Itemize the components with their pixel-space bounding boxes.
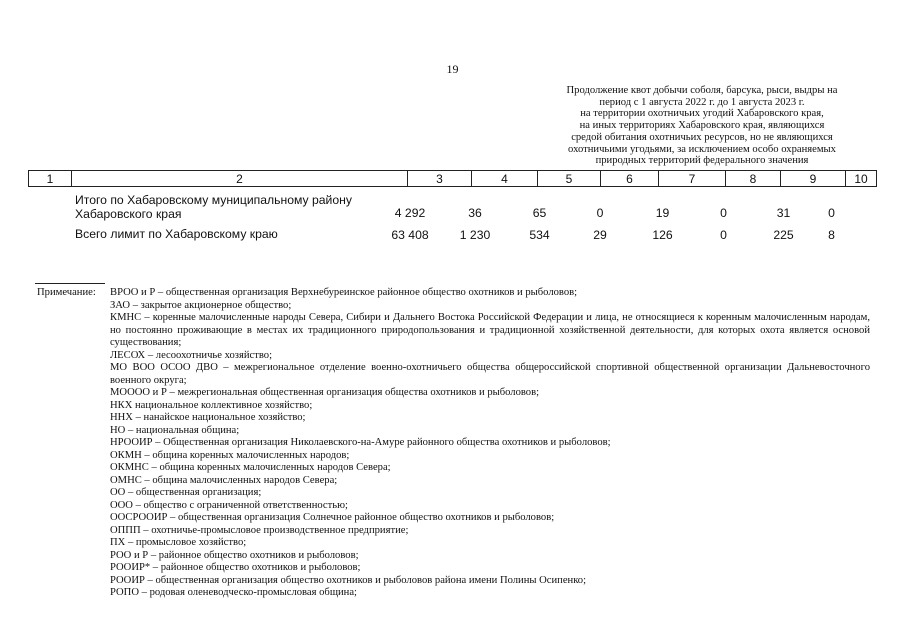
- note-item: ВРОО и Р – общественная организация Верхнебуреинское районное общество охотников и рыболовов;: [110, 287, 578, 298]
- row-value: 29: [593, 228, 607, 242]
- row-value: 534: [529, 228, 550, 242]
- table-row: [28, 228, 876, 248]
- column-number: 3: [408, 171, 472, 187]
- column-number: 8: [726, 171, 781, 187]
- row-value: 8: [828, 228, 835, 242]
- row-value: 0: [720, 228, 727, 242]
- row-value: 4 292: [394, 206, 426, 220]
- note-item: ННХ – нанайское национальное хозяйство;: [110, 412, 306, 423]
- row-value: 126: [652, 228, 673, 242]
- column-number: 7: [659, 171, 726, 187]
- note-item: ОКМНС – община коренных малочисленных народов Севера;: [110, 462, 391, 473]
- note-item: КМНС – коренные малочисленные народы Севера, Сибири и Дальнего Востока Российской Федерации и лица, не относящиеся к коренным малочисленным народам, но постоянно проживающие в местах их традиционного природопользования и традиционной хозяйственной деятельности, для которых охота является основой существования;: [110, 312, 870, 348]
- note-item: РООИР* – районное общество охотников и рыболовов;: [110, 562, 361, 573]
- note-label: Примечание:: [37, 287, 96, 298]
- heading-line: на территории охотничьих угодий Хабаровского края,: [580, 108, 824, 120]
- heading-line: средой обитания охотничьих ресурсов, но не являющихся: [571, 131, 833, 143]
- column-number: 6: [601, 171, 659, 187]
- row-name: Всего лимит по Хабаровскому краю: [75, 227, 278, 241]
- row-value: 225: [773, 228, 794, 242]
- heading-line: период с 1 августа 2022 г. до 1 августа 2023 г.: [599, 96, 805, 108]
- note-item: НКХ национальное коллективное хозяйство;: [110, 399, 313, 411]
- heading-line: природных территорий федерального значения: [595, 155, 809, 167]
- note-item: НРООИР – Общественная организация Николаевского-на-Амуре районного общества охотников и рыболовов;: [110, 437, 611, 448]
- note-item: РООИР – общественная организация общество охотников и рыболовов района имени Полины Осипенко;: [110, 574, 587, 586]
- table-heading: [512, 85, 892, 167]
- heading-line: Продолжение квот добычи соболя, барсука, рыси, выдры на: [566, 85, 838, 96]
- note-item: ОКМН – община коренных малочисленных народов;: [110, 449, 350, 461]
- column-number-row: [28, 170, 877, 187]
- heading-line: охотничьими угодьями, за исключением особо охраняемых: [568, 143, 836, 155]
- note-item: ООСРООИР – общественная организация Солнечное районное общество охотников и рыболовов;: [110, 512, 555, 523]
- note-item: ОМНС – община малочисленных народов Севера;: [110, 474, 338, 486]
- note-item: РОПО – родовая оленеводческо-промысловая община;: [110, 587, 357, 598]
- note-item: ПХ – промысловое хозяйство;: [110, 537, 247, 548]
- note-item: НО – национальная община;: [110, 424, 240, 436]
- note-item: ОППП – охотничье-промысловое производственное предприятие;: [110, 524, 409, 536]
- row-value: 63 408: [391, 228, 429, 242]
- row-value: 19: [655, 206, 670, 220]
- row-value: 65: [532, 206, 547, 220]
- note-item: ОО – общественная организация;: [110, 487, 262, 498]
- table-body: [28, 193, 876, 248]
- row-value: 31: [776, 206, 791, 220]
- row-value: 0: [720, 206, 727, 220]
- note-item: ООО – общество с ограниченной ответственностью;: [110, 499, 348, 511]
- note-item: МОООО и Р – межрегиональная общественная организация общества охотников и рыболовов;: [110, 387, 540, 398]
- footnote-rule: [35, 283, 105, 284]
- page-number: 19: [446, 62, 459, 76]
- table-row: [28, 193, 876, 228]
- note-item: ЛЕСОХ – лесоохотничье хозяйство;: [110, 349, 273, 361]
- row-value: 1 230: [459, 228, 491, 242]
- row-value: 0: [596, 206, 604, 220]
- column-number: 9: [781, 171, 846, 187]
- note-item: МО ВОО ОСОО ДВО – межрегиональное отделение военно-охотничьего общества общероссийской спортивной общественной организации Дальневосточного военного округа;: [110, 362, 870, 386]
- column-number: 10: [846, 171, 877, 187]
- abbreviation-notes: [110, 287, 870, 600]
- row-value: 36: [468, 206, 482, 220]
- row-value: 0: [828, 206, 835, 220]
- column-number: 2: [72, 171, 408, 187]
- note-item: ЗАО – закрытое акционерное общество;: [110, 299, 292, 311]
- row-name: Итого по Хабаровскому муниципальному району Хабаровского края: [75, 193, 352, 221]
- note-item: РОО и Р – районное общество охотников и рыболовов;: [110, 549, 359, 561]
- heading-line: на иных территориях Хабаровского края, являющихся: [579, 120, 825, 132]
- column-number: 1: [29, 171, 72, 187]
- column-number: 4: [472, 171, 538, 187]
- column-number: 5: [538, 171, 601, 187]
